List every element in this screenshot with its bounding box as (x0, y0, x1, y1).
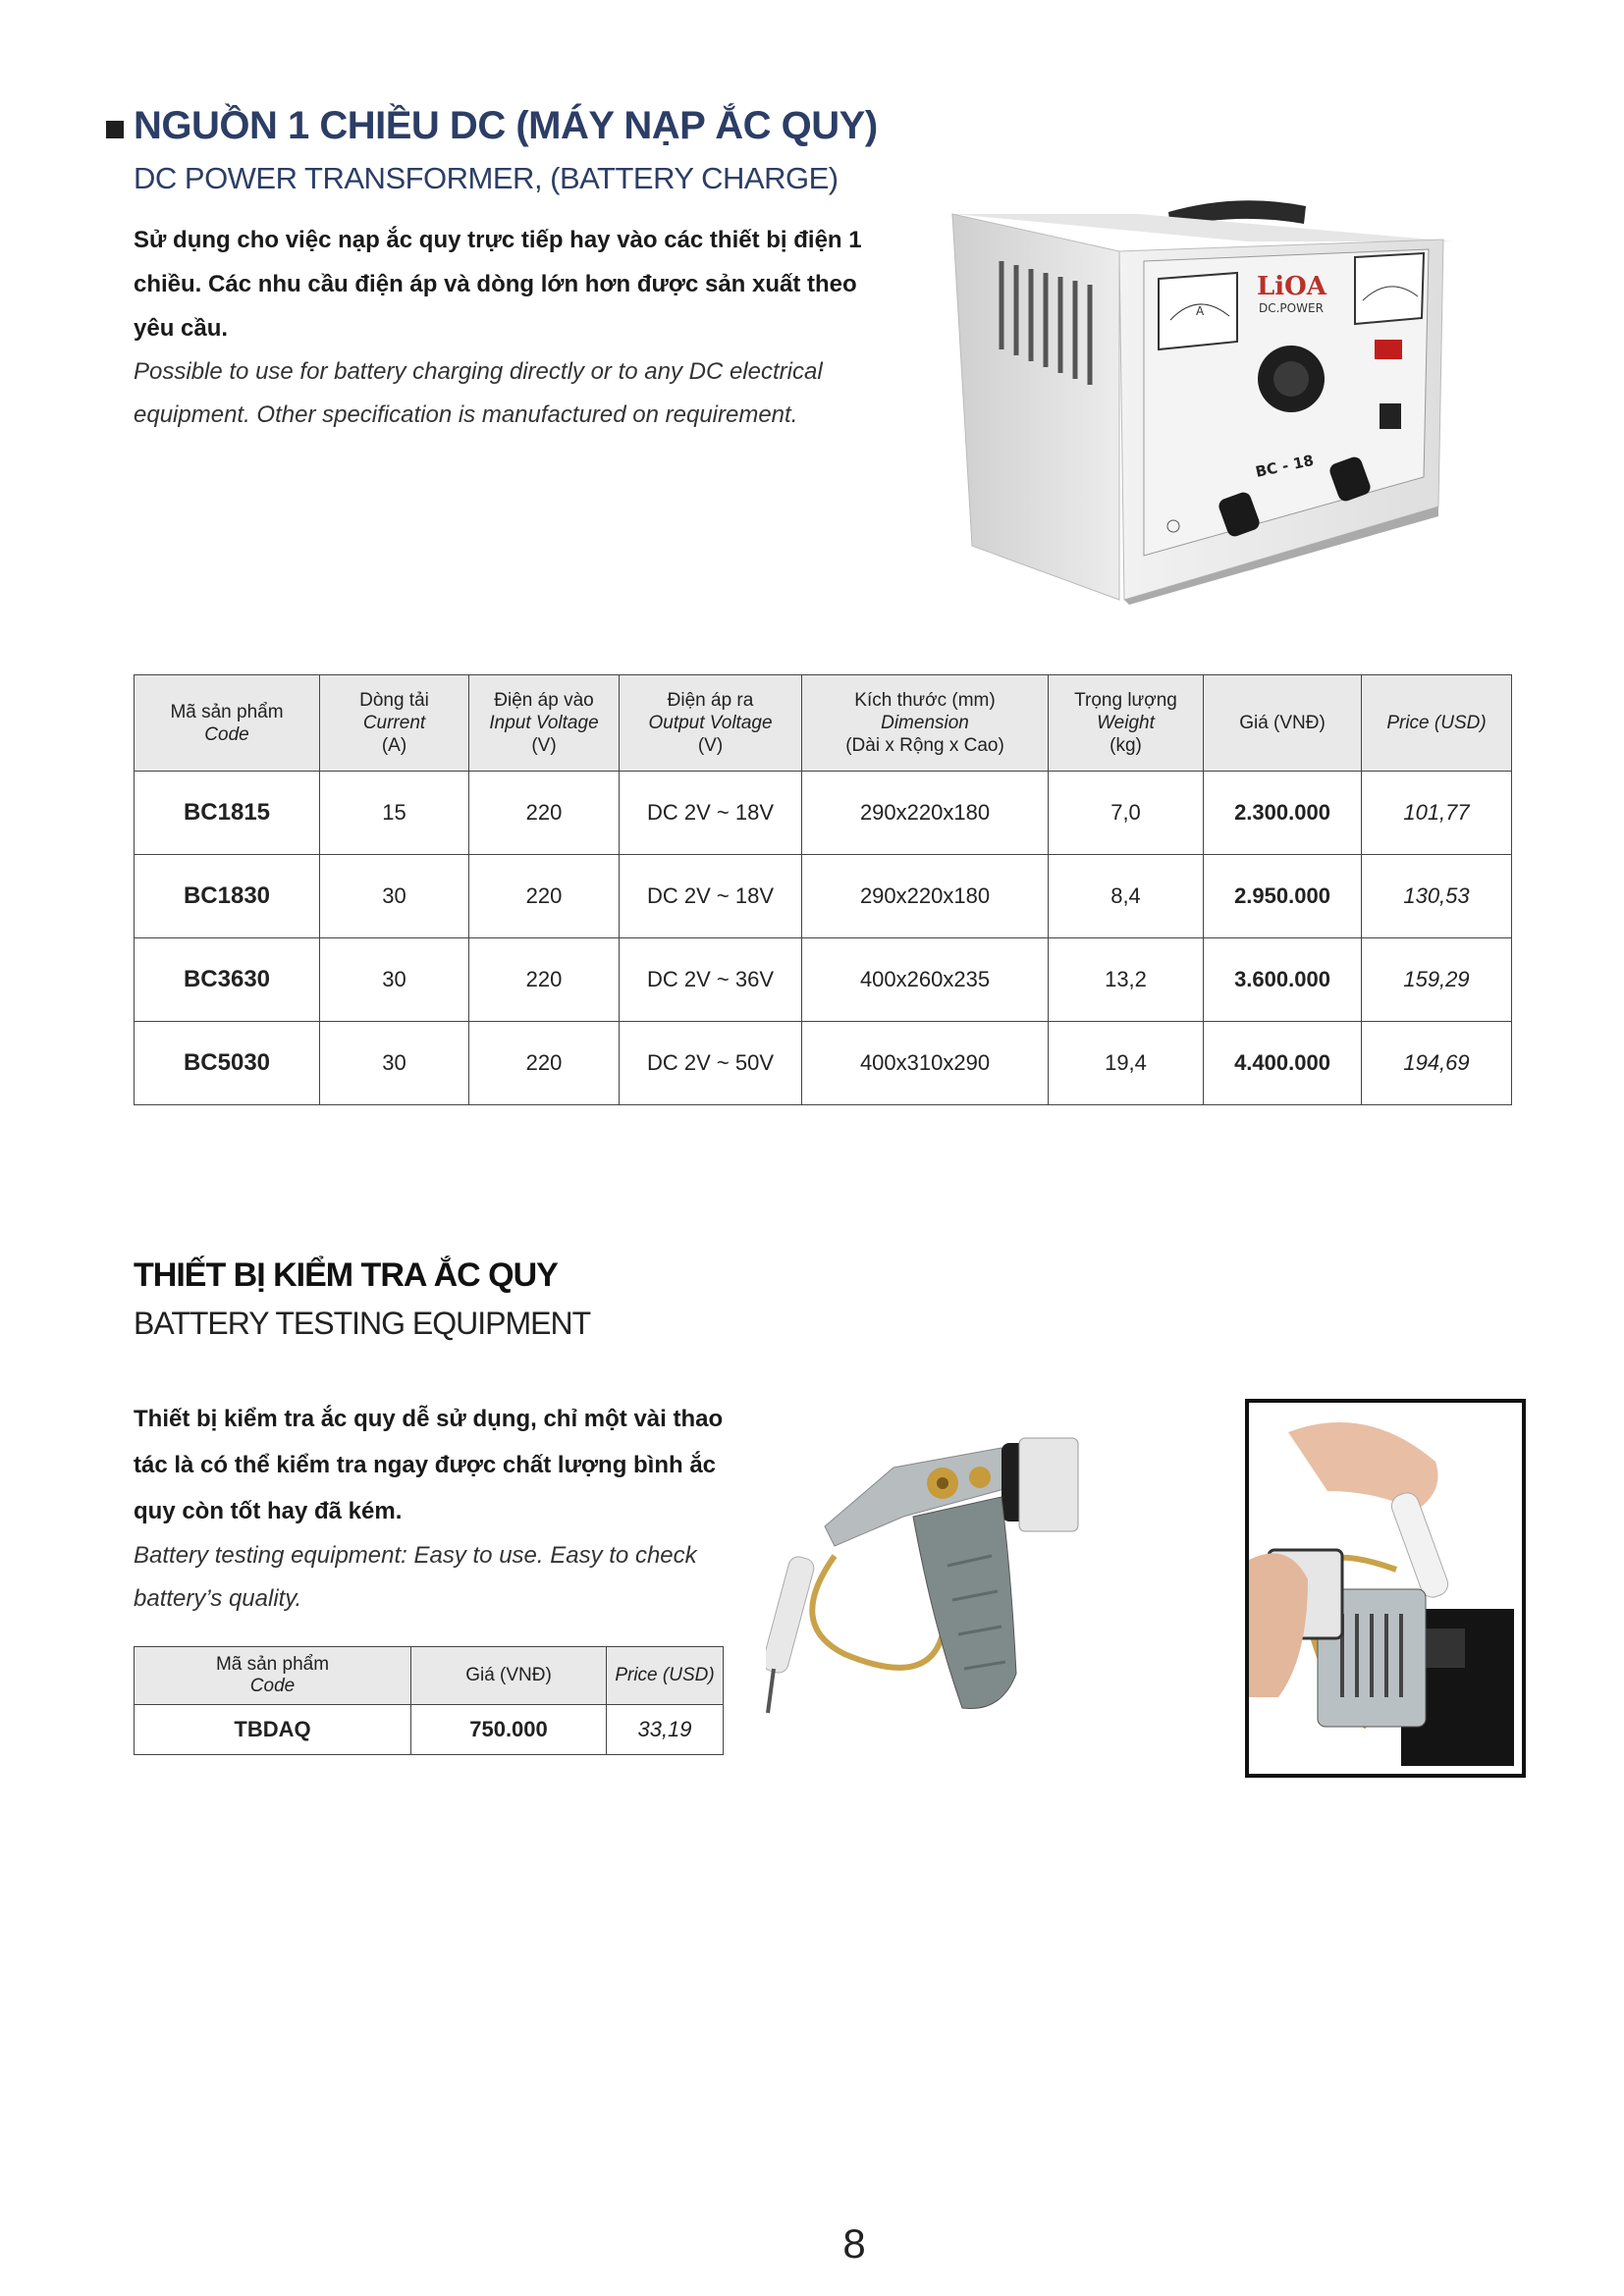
battery-tester-usage-photo (1245, 1399, 1526, 1778)
desc-en-line: Possible to use for battery charging directly or to any DC electrical (134, 358, 823, 385)
table-row (135, 1022, 1512, 1105)
cell-dimension: 290x220x180 (802, 772, 1049, 855)
cell-current: 30 (320, 938, 469, 1022)
col-header-price-vnd: Giá (VNĐ) (1204, 675, 1362, 772)
cell-current: 30 (320, 855, 469, 938)
section1-title: NGUỒN 1 CHIỀU DC (MÁY NẠP ẮC QUY) (134, 104, 878, 147)
desc-vi-line: yêu cầu. (134, 315, 229, 342)
desc-en-line: Battery testing equipment: Easy to use. Easy to check (134, 1542, 697, 1569)
cell-current: 30 (320, 1022, 469, 1105)
page-number: 8 (842, 2220, 866, 2267)
cell-price-vnd: 750.000 (411, 1705, 607, 1755)
col-header-weight: Trọng lượng Weight (kg) (1049, 675, 1204, 772)
battery-charger-image (943, 192, 1453, 605)
cell-weight: 19,4 (1049, 1022, 1204, 1105)
cell-price-vnd: 3.600.000 (1204, 938, 1362, 1022)
cell-code: BC3630 (135, 938, 320, 1022)
section2-title: THIẾT BỊ KIỂM TRA ẮC QUY (134, 1256, 558, 1294)
col-header-code: Mã sản phẩm Code (135, 675, 320, 772)
cell-output-voltage: DC 2V ~ 18V (620, 855, 802, 938)
section2-description (134, 1396, 742, 1621)
cell-code: TBDAQ (135, 1705, 411, 1755)
cell-input-voltage: 220 (469, 855, 620, 938)
cell-code: BC1815 (135, 772, 320, 855)
desc-vi-line: Thiết bị kiểm tra ắc quy dễ sử dụng, chỉ một vài thao (134, 1406, 724, 1432)
col-header-price-vnd: Giá (VNĐ) (411, 1647, 607, 1705)
cell-output-voltage: DC 2V ~ 18V (620, 772, 802, 855)
cell-input-voltage: 220 (469, 1022, 620, 1105)
section1-description (134, 218, 880, 437)
cell-price-vnd: 4.400.000 (1204, 1022, 1362, 1105)
desc-vi-line: Sử dụng cho việc nạp ắc quy trực tiếp hay vào các thiết bị điện 1 (134, 227, 862, 253)
cell-current: 15 (320, 772, 469, 855)
cell-weight: 8,4 (1049, 855, 1204, 938)
battery-tester-image (766, 1428, 1208, 1742)
table-row (135, 855, 1512, 938)
section-bullet-square (106, 121, 124, 138)
table-header-row (135, 1647, 724, 1705)
cell-price-usd: 194,69 (1362, 1022, 1512, 1105)
col-header-input-voltage: Điện áp vào Input Voltage (V) (469, 675, 620, 772)
brand-logo-text: LiOA (1257, 272, 1326, 301)
table-row (135, 1705, 724, 1755)
cell-price-usd: 101,77 (1362, 772, 1512, 855)
desc-en-line: battery’s quality. (134, 1585, 302, 1612)
model-label-text: BC - 18 (1254, 451, 1316, 481)
table-row (135, 772, 1512, 855)
cell-code: BC5030 (135, 1022, 320, 1105)
table-header-row (135, 675, 1512, 772)
tester-price-table (134, 1646, 724, 1755)
table-row (135, 938, 1512, 1022)
col-header-current: Dòng tải Current (A) (320, 675, 469, 772)
section1-subtitle: DC POWER TRANSFORMER, (BATTERY CHARGE) (134, 161, 839, 195)
cell-price-usd: 130,53 (1362, 855, 1512, 938)
svg-text:A: A (1196, 304, 1205, 318)
cell-output-voltage: DC 2V ~ 36V (620, 938, 802, 1022)
cell-price-usd: 33,19 (607, 1705, 724, 1755)
cell-output-voltage: DC 2V ~ 50V (620, 1022, 802, 1105)
section2-subtitle: BATTERY TESTING EQUIPMENT (134, 1306, 591, 1341)
cell-price-vnd: 2.950.000 (1204, 855, 1362, 938)
desc-vi-line: tác là có thể kiểm tra ngay được chất lượng bình ắc (134, 1452, 717, 1478)
cell-code: BC1830 (135, 855, 320, 938)
desc-vi-line: chiều. Các nhu cầu điện áp và dòng lớn hơn được sản xuất theo (134, 271, 857, 297)
desc-en-line: equipment. Other specification is manufactured on requirement. (134, 401, 798, 428)
col-header-price-usd: Price (USD) (1362, 675, 1512, 772)
col-header-dimension: Kích thước (mm) Dimension (Dài x Rộng x Cao) (802, 675, 1049, 772)
col-header-price-usd: Price (USD) (607, 1647, 724, 1705)
cell-dimension: 400x260x235 (802, 938, 1049, 1022)
col-header-code: Mã sản phẩm Code (135, 1647, 411, 1705)
col-header-output-voltage: Điện áp ra Output Voltage (V) (620, 675, 802, 772)
panel-label-text: DC.POWER (1259, 301, 1324, 315)
cell-input-voltage: 220 (469, 938, 620, 1022)
cell-dimension: 290x220x180 (802, 855, 1049, 938)
cell-price-usd: 159,29 (1362, 938, 1512, 1022)
charger-spec-table (134, 674, 1512, 1105)
cell-input-voltage: 220 (469, 772, 620, 855)
cell-weight: 7,0 (1049, 772, 1204, 855)
cell-weight: 13,2 (1049, 938, 1204, 1022)
cell-price-vnd: 2.300.000 (1204, 772, 1362, 855)
desc-vi-line: quy còn tốt hay đã kém. (134, 1498, 403, 1524)
cell-dimension: 400x310x290 (802, 1022, 1049, 1105)
tester-in-use-illustration (1249, 1403, 1522, 1774)
